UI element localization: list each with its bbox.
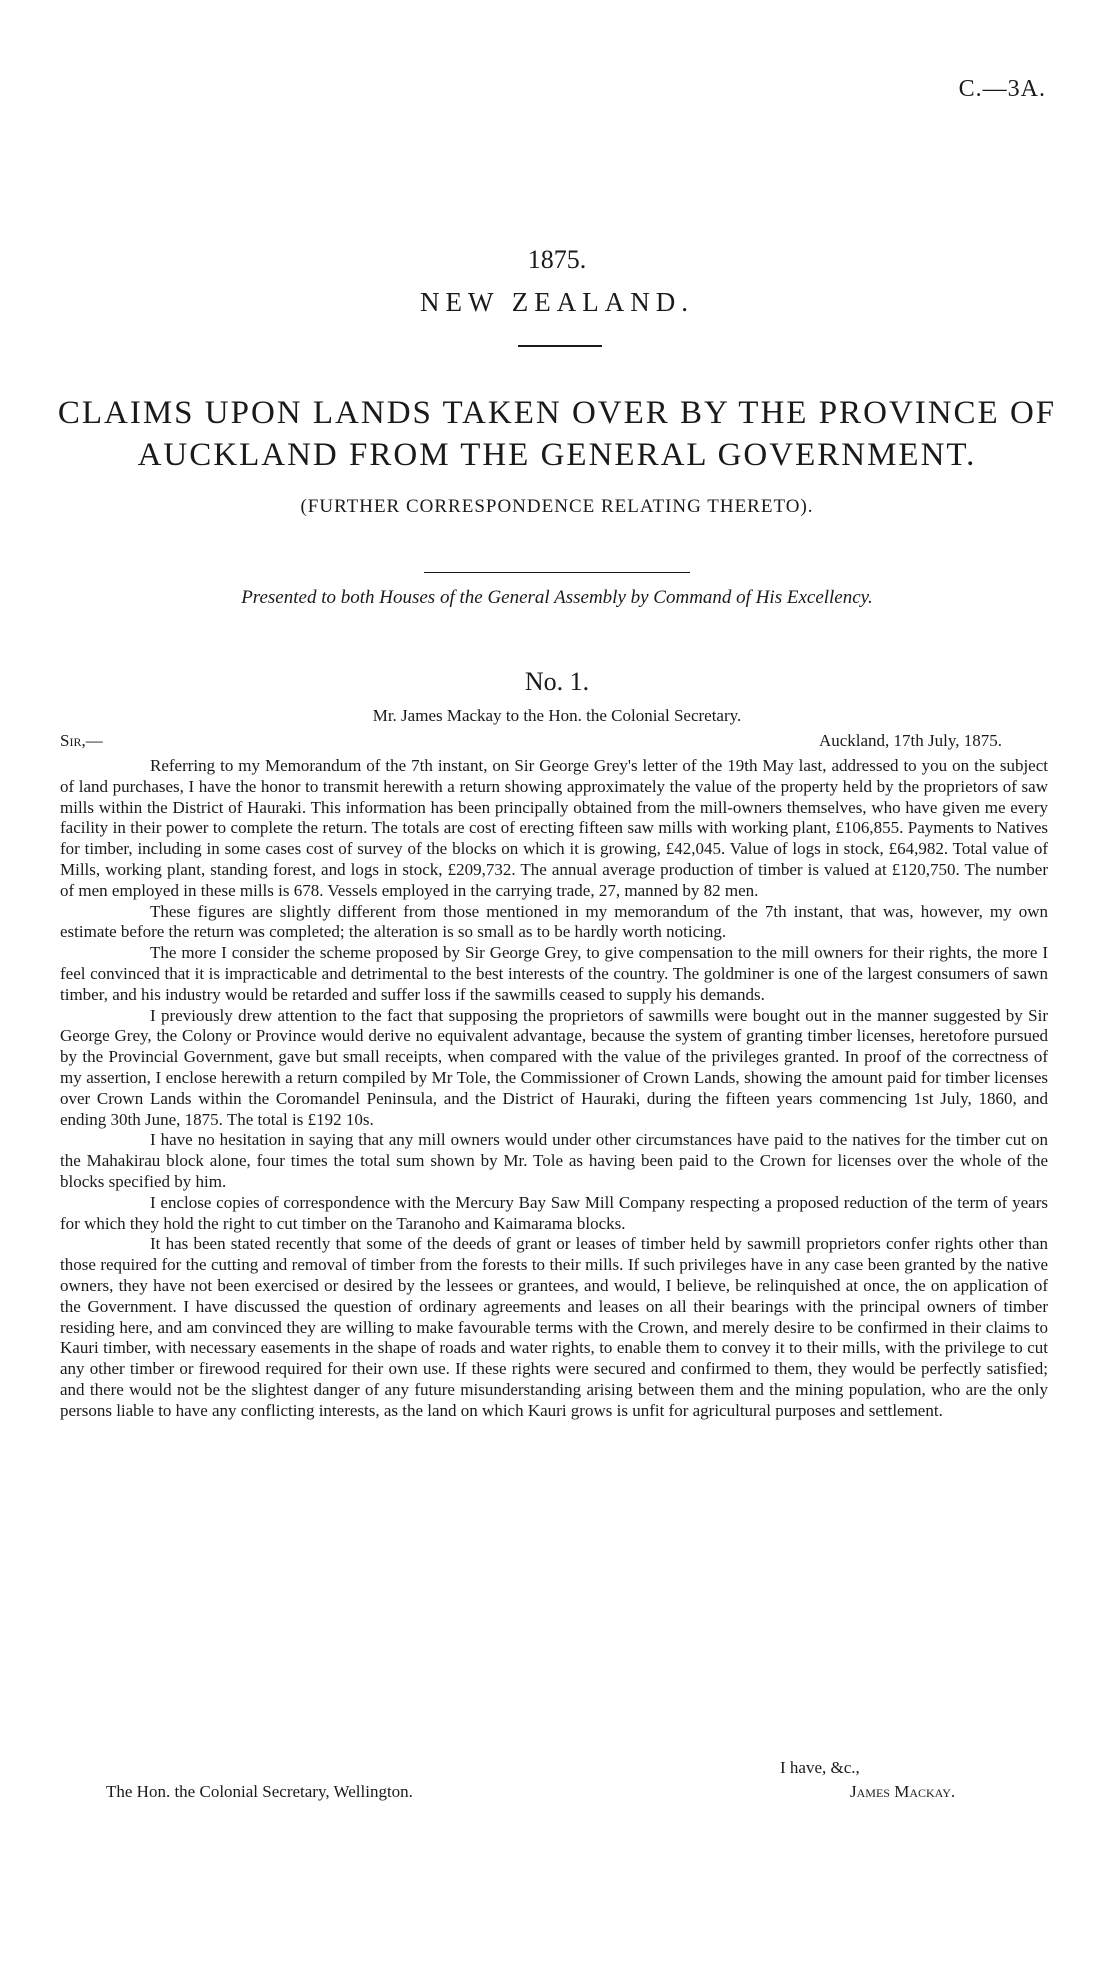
country-heading: NEW ZEALAND. <box>420 287 694 317</box>
letter-addressee: The Hon. the Colonial Secretary, Wellington. <box>106 1782 413 1801</box>
letter-paragraph: Referring to my Memorandum of the 7th instant, on Sir George Grey's letter of the 19th May last, addressed to you on the subject of land purchases, I have the honor to transmit herewith a return showing approximately the value of the property held by the proprietors of saw mills within the District of Hauraki. This information has been principally obtained from the mill-owners themselves, who have given me every facility in their power to complete the return. The totals are cost of erecting fifteen saw mills with working plant, £106,855. Payments to Natives for timber, including in some cases cost of survey of the blocks on which it is growing, £42,045. Value of logs in stock, £64,982. Total value of Mills, working plant, standing forest, and logs in stock, £209,732. The annual average production of timber is valued at £120,750. The number of men employed in these mills is 678. Vessels employed in the carrying trade, 27, manned by 82 men. <box>60 756 1048 900</box>
letter-paragraph: I previously drew attention to the fact that supposing the proprietors of sawmills were bought out in the manner suggested by Sir George Grey, the Colony or Province would derive no equivalent advantage, because the system of granting timber licenses, heretofore pursued by the Provincial Government, gave but small receipts, when compared with the value of the privileges granted. In proof of the correctness of my assertion, I enclose herewith a return compiled by Mr Tole, the Commissioner of Crown Lands, showing the amount paid for timber licenses over Crown Lands within the Coromandel Peninsula, and the District of Hauraki, during the fifteen years commencing 1st July, 1860, and ending 30th June, 1875. The total is £192 10s. <box>60 1005 1048 1129</box>
document-title <box>40 392 1074 476</box>
letter-heading: Mr. James Mackay to the Hon. the Colonial Secretary. <box>372 706 742 725</box>
presented-line: Presented to both Houses of the General Assembly by Command of His Excellency. <box>241 587 873 608</box>
letter-signature: James Mackay. <box>850 1782 956 1801</box>
title-line-1: CLAIMS UPON LANDS TAKEN OVER BY THE PROVINCE OF <box>57 395 1057 431</box>
letter-paragraph: I have no hesitation in saying that any mill owners would under other circumstances have paid to the natives for the timber cut on the Mahakirau block alone, four times the total sum shown by Mr. Tole as having been paid to the Crown for licenses over the whole of the blocks specified by him. <box>60 1130 1048 1191</box>
document-year: 1875. <box>527 245 587 274</box>
letter-paragraph: I enclose copies of correspondence with the Mercury Bay Saw Mill Company respecting a proposed reduction of the term of years for which they hold the right to cut timber on the Taranoho and Kaimarama blocks. <box>60 1192 1048 1233</box>
letter-body <box>60 756 1048 1422</box>
divider-rule <box>518 345 602 347</box>
letter-paragraph: It has been stated recently that some of the deeds of grant or leases of timber held by sawmill proprietors confer rights other than those required for the cutting and removal of timber from the forests to their mills. If such privileges have in any case been granted by the native owners, they have not been exercised or desired by the lessees or grantees, and would, I believe, be relinquished at once, the on application of the Government. I have discussed the question of ordinary agreements and leases on all their bearings with the principal owners of timber residing here, and am convinced they are willing to make favourable terms with the Crown, and merely desire to be confirmed in their claims to Kauri timber, with necessary easements in the shape of roads and water rights, to enable them to convey it to their mills, with the privilege to cut any other timber or firewood required for their own use. If these rights were secured and confirmed to them, they would be perfectly satisfied; and there would not be the slightest danger of any future misunderstanding arising between them and the mining population, who are the only persons liable to have any conflicting interests, as the land on which Kauri grows is unfit for agricultural purposes and settlement. <box>60 1234 1048 1420</box>
document-subtitle: (FURTHER CORRESPONDENCE RELATING THERETO). <box>300 496 814 517</box>
document-reference: C.—3A. <box>958 76 1046 102</box>
letter-dateline: Auckland, 17th July, 1875. <box>818 731 1002 750</box>
letter-number: No. 1. <box>524 667 590 696</box>
letter-closing: I have, &c., <box>780 1758 860 1777</box>
letter-paragraph: The more I consider the scheme proposed by Sir George Grey, to give compensation to the mill owners for their rights, the more I feel convinced that it is impracticable and detrimental to the best interests of the country. The goldminer is one of the largest consumers of sawn timber, and his industry would be retarded and suffer loss if the sawmills ceased to supply his demands. <box>60 943 1048 1004</box>
title-line-2: AUCKLAND FROM THE GENERAL GOVERNMENT. <box>137 437 977 473</box>
divider-rule <box>424 572 690 573</box>
letter-paragraph: These figures are slightly different from those mentioned in my memorandum of the 7th instant, that was, however, my own estimate before the return was completed; the alteration is so small as to be hardly worth noticing. <box>60 901 1048 942</box>
letter-salutation: Sir,— <box>60 731 103 750</box>
